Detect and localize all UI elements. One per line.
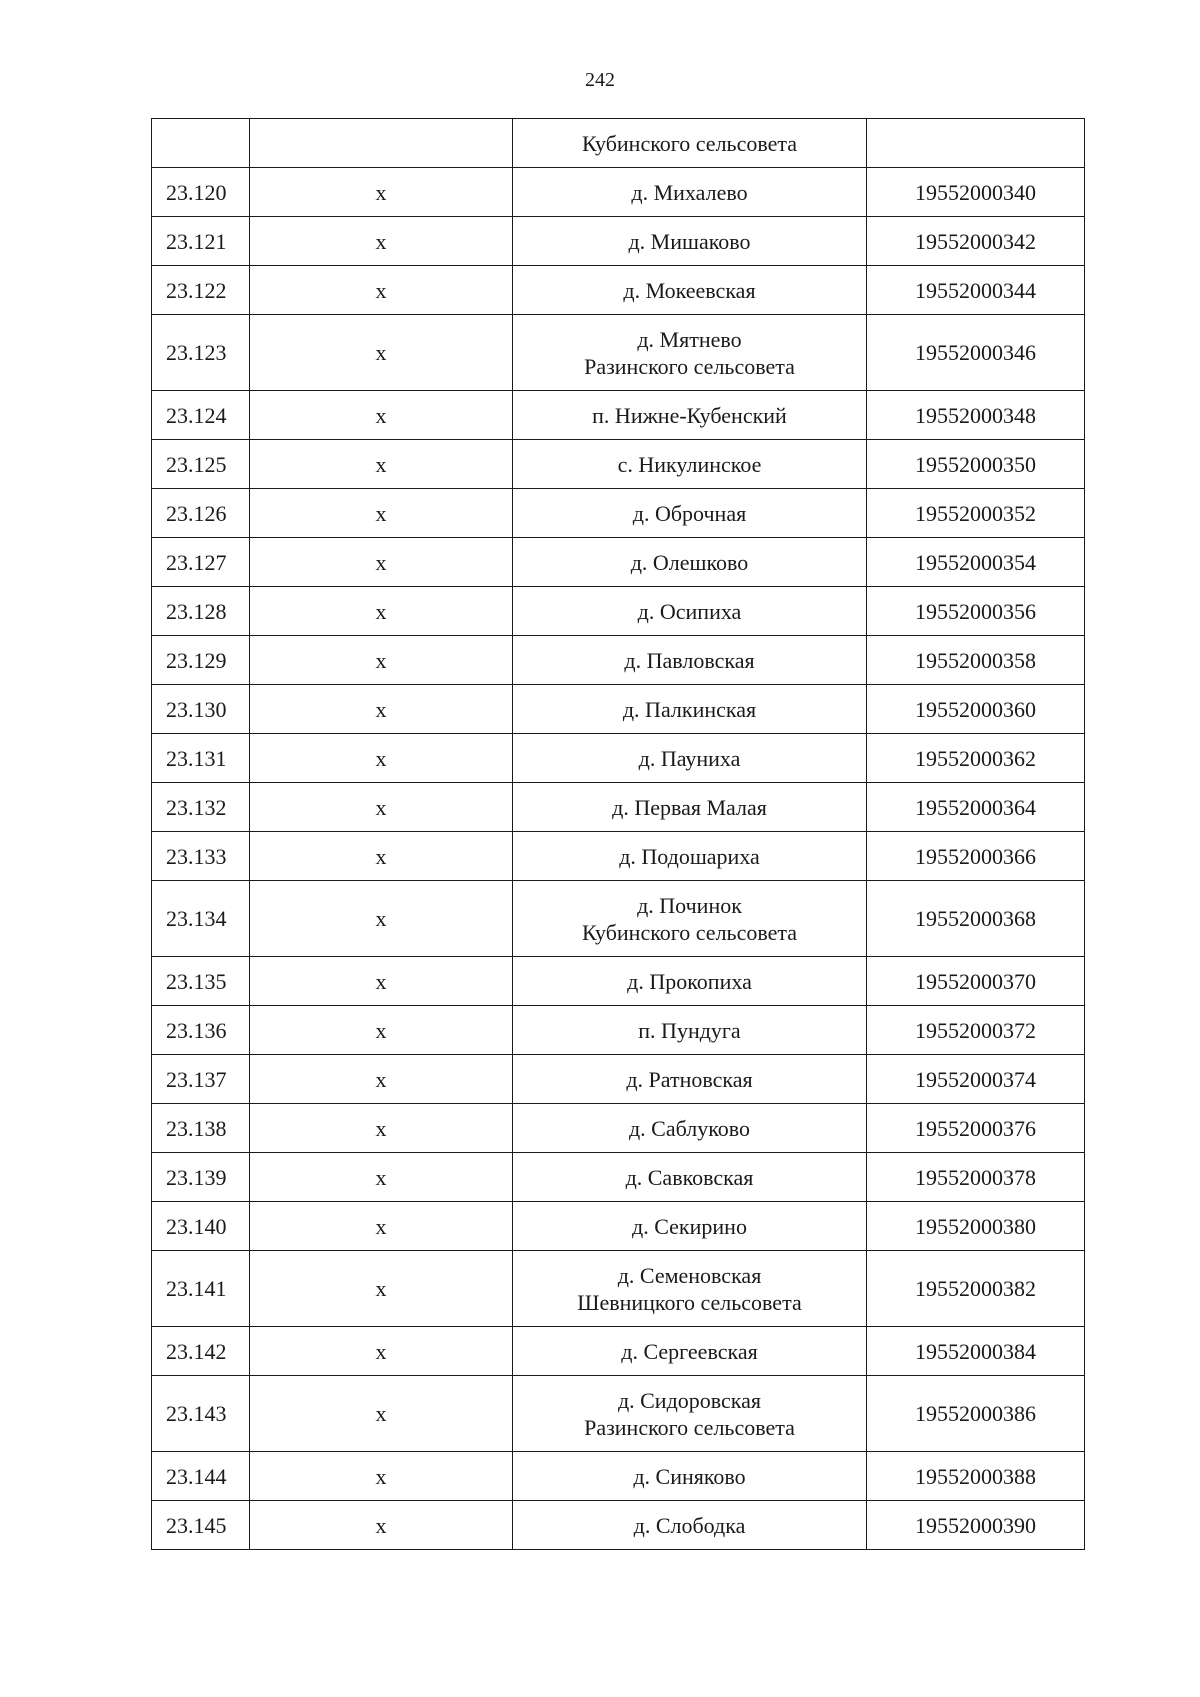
settlement-name-cell: [513, 734, 867, 783]
settlement-name-cell: [513, 1251, 867, 1327]
oktmo-code-cell: 19552000386: [867, 1376, 1085, 1452]
settlement-name-cell: [513, 119, 867, 168]
x-mark-cell: х: [250, 1251, 513, 1327]
table-row: [152, 440, 1085, 489]
oktmo-code-cell: [867, 119, 1085, 168]
settlement-name-cell: [513, 957, 867, 1006]
x-mark-cell: х: [250, 783, 513, 832]
x-mark-cell: х: [250, 734, 513, 783]
table-row: [152, 1251, 1085, 1327]
x-mark-cell: х: [250, 832, 513, 881]
settlement-name-line: д. Мишаково: [628, 228, 751, 254]
row-number-cell: 23.144: [152, 1452, 250, 1501]
x-mark-cell: х: [250, 315, 513, 391]
x-mark-cell: х: [250, 168, 513, 217]
row-number-cell: 23.140: [152, 1202, 250, 1251]
row-number-cell: 23.143: [152, 1376, 250, 1452]
settlement-name-line: д. Олешково: [630, 549, 749, 575]
oktmo-code-cell: 19552000358: [867, 636, 1085, 685]
table-row: [152, 538, 1085, 587]
settlement-name-line: д. Сидоровская: [617, 1387, 762, 1413]
oktmo-code-cell: 19552000348: [867, 391, 1085, 440]
table-row: [152, 881, 1085, 957]
settlement-name-line: д. Мокеевская: [623, 277, 756, 303]
settlement-name-line: Разинского сельсовета: [584, 353, 795, 379]
x-mark-cell: х: [250, 1104, 513, 1153]
x-mark-cell: х: [250, 587, 513, 636]
settlement-name-line: д. Слободка: [633, 1512, 746, 1538]
x-mark-cell: х: [250, 1327, 513, 1376]
settlement-name-cell: [513, 217, 867, 266]
settlement-name-line: Разинского сельсовета: [584, 1414, 795, 1440]
settlement-name-line: д. Палкинская: [622, 696, 757, 722]
x-mark-cell: х: [250, 1452, 513, 1501]
x-mark-cell: х: [250, 1055, 513, 1104]
row-number-cell: 23.133: [152, 832, 250, 881]
row-number-cell: [152, 119, 250, 168]
row-number-cell: 23.126: [152, 489, 250, 538]
row-number-cell: 23.131: [152, 734, 250, 783]
oktmo-code-cell: 19552000350: [867, 440, 1085, 489]
oktmo-code-cell: 19552000364: [867, 783, 1085, 832]
x-mark-cell: х: [250, 1501, 513, 1550]
settlement-name-line: д. Сергеевская: [621, 1338, 758, 1364]
settlement-name-cell: [513, 1376, 867, 1452]
oktmo-code-cell: 19552000362: [867, 734, 1085, 783]
settlement-name-line: д. Пауниха: [638, 745, 741, 771]
oktmo-code-cell: 19552000376: [867, 1104, 1085, 1153]
table-row: [152, 266, 1085, 315]
oktmo-code-cell: 19552000374: [867, 1055, 1085, 1104]
settlement-name-line: д. Осипиха: [637, 598, 742, 624]
settlement-name-cell: [513, 1104, 867, 1153]
x-mark-cell: х: [250, 685, 513, 734]
x-mark-cell: х: [250, 636, 513, 685]
row-number-cell: 23.130: [152, 685, 250, 734]
table-row: [152, 1055, 1085, 1104]
x-mark-cell: х: [250, 1006, 513, 1055]
settlement-name-cell: [513, 1501, 867, 1550]
table-row: [152, 1452, 1085, 1501]
row-number-cell: 23.124: [152, 391, 250, 440]
settlement-name-line: п. Пундуга: [638, 1017, 741, 1043]
table-row: [152, 636, 1085, 685]
settlement-name-line: д. Синяково: [633, 1463, 746, 1489]
settlement-name-line: д. Секирино: [632, 1213, 747, 1239]
x-mark-cell: х: [250, 538, 513, 587]
settlement-name-cell: [513, 832, 867, 881]
x-mark-cell: х: [250, 1202, 513, 1251]
row-number-cell: 23.129: [152, 636, 250, 685]
oktmo-code-cell: 19552000342: [867, 217, 1085, 266]
row-number-cell: 23.134: [152, 881, 250, 957]
row-number-cell: 23.142: [152, 1327, 250, 1376]
settlement-name-line: д. Мятнево: [637, 326, 742, 352]
table-row: [152, 217, 1085, 266]
settlement-name-cell: [513, 783, 867, 832]
settlement-name-line: д. Оброчная: [632, 500, 747, 526]
row-number-cell: 23.132: [152, 783, 250, 832]
table-row: [152, 685, 1085, 734]
settlement-name-cell: [513, 440, 867, 489]
row-number-cell: 23.123: [152, 315, 250, 391]
settlement-name-line: д. Саблуково: [628, 1115, 751, 1141]
x-mark-cell: х: [250, 266, 513, 315]
row-number-cell: 23.128: [152, 587, 250, 636]
oktmo-code-cell: 19552000352: [867, 489, 1085, 538]
oktmo-code-cell: 19552000380: [867, 1202, 1085, 1251]
x-mark-cell: х: [250, 440, 513, 489]
row-number-cell: 23.136: [152, 1006, 250, 1055]
settlement-name-cell: [513, 636, 867, 685]
table-row: [152, 1153, 1085, 1202]
table-row: [152, 391, 1085, 440]
row-number-cell: 23.122: [152, 266, 250, 315]
oktmo-code-cell: 19552000378: [867, 1153, 1085, 1202]
settlement-name-line: д. Ратновская: [626, 1066, 753, 1092]
table-row: [152, 1104, 1085, 1153]
oktmo-code-cell: 19552000388: [867, 1452, 1085, 1501]
x-mark-cell: х: [250, 217, 513, 266]
settlement-name-line: д. Первая Малая: [612, 794, 767, 820]
settlement-name-cell: [513, 1055, 867, 1104]
settlement-name-cell: [513, 1006, 867, 1055]
settlement-name-line: д. Михалево: [631, 179, 748, 205]
table-row: [152, 168, 1085, 217]
oktmo-code-cell: 19552000384: [867, 1327, 1085, 1376]
x-mark-cell: х: [250, 957, 513, 1006]
oktmo-code-cell: 19552000356: [867, 587, 1085, 636]
oktmo-code-cell: 19552000382: [867, 1251, 1085, 1327]
settlement-name-line: Кубинского сельсовета: [581, 130, 798, 156]
settlement-name-line: д. Прокопиха: [627, 968, 752, 994]
settlement-name-line: д. Савковская: [625, 1164, 754, 1190]
x-mark-cell: х: [250, 1153, 513, 1202]
settlement-name-cell: [513, 266, 867, 315]
x-mark-cell: х: [250, 489, 513, 538]
row-number-cell: 23.127: [152, 538, 250, 587]
settlement-name-line: д. Семеновская: [617, 1262, 762, 1288]
table-row: [152, 1501, 1085, 1550]
row-number-cell: 23.120: [152, 168, 250, 217]
table-row: [152, 489, 1085, 538]
settlement-name-cell: [513, 1452, 867, 1501]
settlement-name-line: д. Павловская: [624, 647, 755, 673]
page-number: 242: [585, 69, 615, 91]
x-mark-cell: х: [250, 1376, 513, 1452]
oktmo-code-cell: 19552000368: [867, 881, 1085, 957]
row-number-cell: 23.137: [152, 1055, 250, 1104]
oktmo-code-cell: 19552000366: [867, 832, 1085, 881]
settlement-name-cell: [513, 391, 867, 440]
oktmo-code-cell: 19552000354: [867, 538, 1085, 587]
table-row: [152, 734, 1085, 783]
x-mark-cell: [250, 119, 513, 168]
table-row: [152, 1327, 1085, 1376]
x-mark-cell: х: [250, 391, 513, 440]
row-number-cell: 23.141: [152, 1251, 250, 1327]
settlement-name-cell: [513, 1153, 867, 1202]
settlement-name-cell: [513, 538, 867, 587]
row-number-cell: 23.125: [152, 440, 250, 489]
settlement-name-line: Кубинского сельсовета: [581, 919, 798, 945]
oktmo-code-cell: 19552000372: [867, 1006, 1085, 1055]
row-number-cell: 23.138: [152, 1104, 250, 1153]
settlements-table: [151, 118, 1085, 1550]
row-number-cell: 23.135: [152, 957, 250, 1006]
settlement-name-line: с. Никулинское: [617, 451, 762, 477]
table-row: [152, 315, 1085, 391]
table-row: [152, 119, 1085, 168]
row-number-cell: 23.145: [152, 1501, 250, 1550]
settlement-name-cell: [513, 881, 867, 957]
settlement-name-cell: [513, 587, 867, 636]
table-row: [152, 587, 1085, 636]
row-number-cell: 23.139: [152, 1153, 250, 1202]
oktmo-code-cell: 19552000340: [867, 168, 1085, 217]
settlement-name-cell: [513, 315, 867, 391]
settlement-name-line: д. Подошариха: [619, 843, 760, 869]
table-row: [152, 832, 1085, 881]
oktmo-code-cell: 19552000360: [867, 685, 1085, 734]
settlement-name-line: д. Починок: [637, 892, 742, 918]
oktmo-code-cell: 19552000344: [867, 266, 1085, 315]
table-row: [152, 957, 1085, 1006]
table-body: [152, 119, 1085, 1550]
table-row: [152, 1376, 1085, 1452]
oktmo-code-cell: 19552000346: [867, 315, 1085, 391]
settlement-name-cell: [513, 1327, 867, 1376]
oktmo-code-cell: 19552000390: [867, 1501, 1085, 1550]
settlement-name-line: п. Нижне-Кубенский: [592, 402, 787, 428]
table-row: [152, 1202, 1085, 1251]
settlement-name-cell: [513, 168, 867, 217]
table-row: [152, 783, 1085, 832]
settlement-name-cell: [513, 489, 867, 538]
settlement-name-cell: [513, 1202, 867, 1251]
settlement-name-line: Шевницкого сельсовета: [577, 1289, 802, 1315]
settlement-name-cell: [513, 685, 867, 734]
oktmo-code-cell: 19552000370: [867, 957, 1085, 1006]
row-number-cell: 23.121: [152, 217, 250, 266]
table-row: [152, 1006, 1085, 1055]
x-mark-cell: х: [250, 881, 513, 957]
